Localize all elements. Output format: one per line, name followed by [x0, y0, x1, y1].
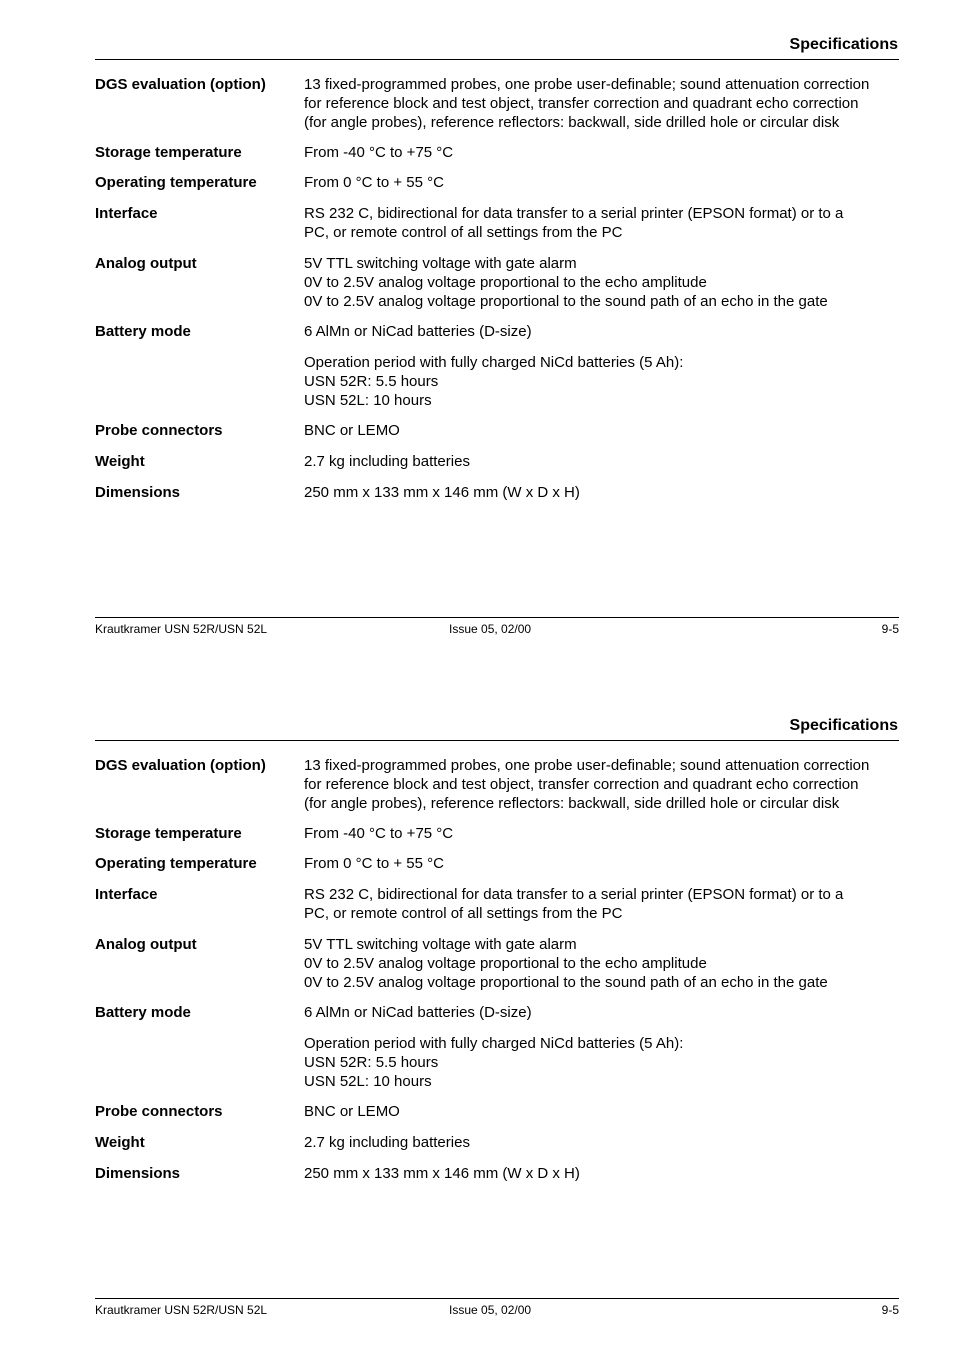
- spec-value-line: 250 mm x 133 mm x 146 mm (W x D x H): [304, 484, 580, 501]
- spec-label: Battery mode: [95, 323, 191, 340]
- spec-value: [304, 935, 899, 992]
- spec-value: [304, 1164, 899, 1183]
- spec-label: Dimensions: [95, 1165, 181, 1182]
- spec-row: [95, 1133, 899, 1152]
- spec-value: [304, 483, 899, 502]
- spec-value: [304, 143, 899, 162]
- spec-row: [95, 421, 899, 440]
- spec-label: Analog output: [95, 936, 197, 953]
- spec-label: Weight: [95, 453, 145, 470]
- spec-value-line: 0V to 2.5V analog voltage proportional to the sound path of an echo in the gate: [304, 974, 828, 991]
- footer-divider: [95, 1298, 899, 1299]
- spec-row: [95, 935, 899, 992]
- footer-issue: Issue 05, 02/00: [449, 1303, 532, 1317]
- spec-value-line: 5V TTL switching voltage with gate alarm: [304, 936, 577, 953]
- footer: [95, 622, 899, 638]
- spec-value-line: From -40 °C to +75 °C: [304, 144, 454, 161]
- spec-list: [95, 75, 899, 502]
- spec-label: Dimensions: [95, 484, 181, 501]
- spec-value-line: 2.7 kg including batteries: [304, 1134, 470, 1151]
- spec-label: Probe connectors: [95, 1103, 223, 1120]
- spec-value-line: USN 52R: 5.5 hours: [304, 373, 439, 390]
- spec-row: [95, 1102, 899, 1121]
- header-divider: [95, 740, 899, 741]
- spec-row: [95, 1034, 899, 1091]
- spec-value-line: PC, or remote control of all settings from the PC: [304, 905, 623, 922]
- spec-value-line: Operation period with fully charged NiCd batteries (5 Ah):: [304, 354, 684, 371]
- spec-label: Storage temperature: [95, 825, 242, 842]
- spec-value: [304, 1102, 899, 1121]
- spec-value-line: for reference block and test object, transfer correction and quadrant echo correction: [304, 776, 859, 793]
- spec-label: DGS evaluation (option): [95, 757, 266, 774]
- spec-row: [95, 1003, 899, 1022]
- spec-row: [95, 353, 899, 410]
- spec-row: [95, 204, 899, 242]
- spec-label: Operating temperature: [95, 174, 257, 191]
- spec-value-line: 6 AlMn or NiCad batteries (D-size): [304, 323, 532, 340]
- spec-value: [304, 421, 899, 440]
- spec-value: [304, 824, 899, 843]
- footer-page-number: 9-5: [881, 622, 899, 636]
- spec-value: [304, 452, 899, 471]
- spec-value-line: BNC or LEMO: [304, 422, 400, 439]
- spec-label: [95, 1034, 304, 1091]
- spec-value-line: 250 mm x 133 mm x 146 mm (W x D x H): [304, 1165, 580, 1182]
- spec-value-line: 13 fixed-programmed probes, one probe user-definable; sound attenuation correction: [304, 76, 870, 93]
- spec-label: Storage temperature: [95, 144, 242, 161]
- section-title: Specifications: [789, 717, 898, 734]
- spec-value-line: Operation period with fully charged NiCd batteries (5 Ah):: [304, 1035, 684, 1052]
- spec-value-line: 0V to 2.5V analog voltage proportional to the sound path of an echo in the gate: [304, 293, 828, 310]
- spec-value-line: 2.7 kg including batteries: [304, 453, 470, 470]
- spec-value-line: for reference block and test object, transfer correction and quadrant echo correction: [304, 95, 859, 112]
- footer-issue: Issue 05, 02/00: [449, 622, 532, 636]
- spec-value: [304, 75, 899, 132]
- spec-value-line: From 0 °C to + 55 °C: [304, 855, 444, 872]
- spec-value: [304, 885, 899, 923]
- spec-value-line: (for angle probes), reference reflectors: backwall, side drilled hole or circular disk: [304, 795, 840, 812]
- spec-value-line: 6 AlMn or NiCad batteries (D-size): [304, 1004, 532, 1021]
- spec-label: Analog output: [95, 255, 197, 272]
- spec-value-line: RS 232 C, bidirectional for data transfer to a serial printer (EPSON format) or to a: [304, 886, 844, 903]
- spec-label: [95, 353, 304, 410]
- spec-row: [95, 452, 899, 471]
- footer-divider: [95, 617, 899, 618]
- spec-row: [95, 483, 899, 502]
- spec-label: Weight: [95, 1134, 145, 1151]
- spec-value: [304, 322, 899, 341]
- spec-value-line: From 0 °C to + 55 °C: [304, 174, 444, 191]
- spec-row: [95, 885, 899, 923]
- spec-row: [95, 254, 899, 311]
- footer-product: Krautkramer USN 52R/USN 52L: [95, 622, 268, 636]
- spec-row: [95, 756, 899, 813]
- spec-row: [95, 173, 899, 192]
- footer-page-number: 9-5: [881, 1303, 899, 1317]
- spec-value-line: 0V to 2.5V analog voltage proportional to the echo amplitude: [304, 955, 707, 972]
- spec-list: [95, 756, 899, 1183]
- section-title: Specifications: [789, 36, 898, 53]
- spec-label: Battery mode: [95, 1004, 191, 1021]
- spec-value: [304, 173, 899, 192]
- spec-value: [304, 353, 899, 410]
- spec-label: Probe connectors: [95, 422, 223, 439]
- spec-row: [95, 854, 899, 873]
- spec-value-line: 0V to 2.5V analog voltage proportional to the echo amplitude: [304, 274, 707, 291]
- header-divider: [95, 59, 899, 60]
- spec-value: [304, 1034, 899, 1091]
- footer-product: Krautkramer USN 52R/USN 52L: [95, 1303, 268, 1317]
- spec-value-line: 13 fixed-programmed probes, one probe user-definable; sound attenuation correction: [304, 757, 870, 774]
- spec-row: [95, 75, 899, 132]
- spec-value-line: (for angle probes), reference reflectors: backwall, side drilled hole or circular disk: [304, 114, 840, 131]
- spec-value: [304, 204, 899, 242]
- footer: [95, 1303, 899, 1319]
- spec-value-line: PC, or remote control of all settings from the PC: [304, 224, 623, 241]
- spec-value-line: From -40 °C to +75 °C: [304, 825, 454, 842]
- spec-value-line: USN 52L: 10 hours: [304, 392, 432, 409]
- spec-value-line: BNC or LEMO: [304, 1103, 400, 1120]
- spec-value: [304, 756, 899, 813]
- spec-row: [95, 143, 899, 162]
- spec-value-line: USN 52R: 5.5 hours: [304, 1054, 439, 1071]
- spec-row: [95, 1164, 899, 1183]
- spec-value-line: USN 52L: 10 hours: [304, 1073, 432, 1090]
- spec-label: Interface: [95, 205, 158, 222]
- spec-row: [95, 824, 899, 843]
- spec-value: [304, 854, 899, 873]
- spec-label: DGS evaluation (option): [95, 76, 266, 93]
- spec-value-line: RS 232 C, bidirectional for data transfer to a serial printer (EPSON format) or to a: [304, 205, 844, 222]
- spec-label: Operating temperature: [95, 855, 257, 872]
- spec-row: [95, 322, 899, 341]
- spec-value: [304, 1133, 899, 1152]
- spec-value: [304, 1003, 899, 1022]
- spec-label: Interface: [95, 886, 158, 903]
- spec-value: [304, 254, 899, 311]
- spec-value-line: 5V TTL switching voltage with gate alarm: [304, 255, 577, 272]
